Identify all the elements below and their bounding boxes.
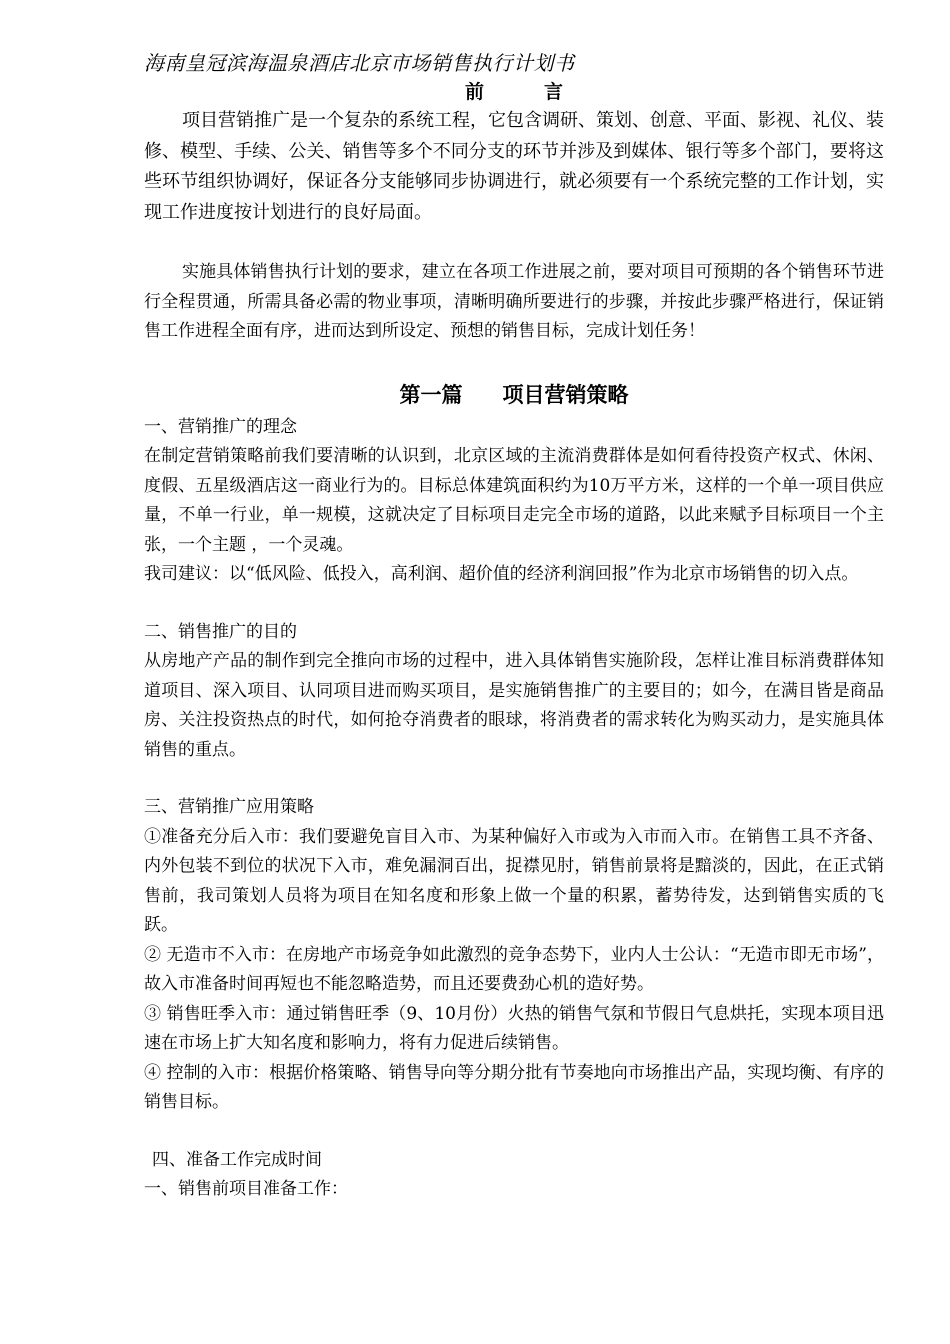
spacer xyxy=(144,228,884,258)
document-page xyxy=(144,48,884,1205)
preface-paragraph-1: 项目营销推广是一个复杂的系统工程，它包含调研、策划、创意、平面、影视、礼仪、装修、模型、手续、公关、销售等多个不同分支的环节并涉及到媒体、银行等多个部门，要将这些环节组织协调好，保证各分支能够同步协调进行，就必须要有一个系统完整的工作计划，实现工作进度按计划进行的良好局面。 xyxy=(144,110,884,223)
strategy-item-2: ② 无造市不入市：在房地产市场竞争如此激烈的竞争态势下，业内人士公认：“无造市即无市场”，故入市准备时间再短也不能忽略造势，而且还要费劲心机的造好势。 xyxy=(144,944,884,994)
part-one-title: 项目营销策略 xyxy=(502,382,629,407)
part-one-label: 第一篇 xyxy=(399,382,463,407)
section-3-title: 三、营销推广应用策略 xyxy=(144,797,314,817)
strategy-item-3: ③ 销售旺季入市：通过销售旺季（9、10月份）火热的销售气氛和节假日气息烘托，实现本项目迅速在市场上扩大知名度和影响力，将有力促进后续销售。 xyxy=(144,1003,884,1053)
spacer xyxy=(144,347,884,377)
section-1-paragraph-2: 我司建议：以“低风险、低投入，高利润、超价值的经济利润回报”作为北京市场销售的切入点。 xyxy=(144,564,859,584)
strategy-item-1: ①准备充分后入市：我们要避免盲目入市、为某种偏好入市或为入市而入市。在销售工具不齐备、内外包装不到位的状况下入市，难免漏洞百出，捉襟见肘，销售前景将是黯淡的，因此，在正式销售前，我司策划人员将为项目在知名度和形象上做一个量的积累，蓄势待发，达到销售实质的飞跃。 xyxy=(144,826,884,935)
spacer xyxy=(144,590,884,618)
spacer xyxy=(144,1118,884,1146)
section-2-title: 二、销售推广的目的 xyxy=(144,621,297,642)
section-1-paragraph-1: 在制定营销策略前我们要清晰的认识到，北京区域的主流消费群体是如何看待投资产权式、休闲、度假、五星级酒店这一商业行为的。目标总体建筑面积约为10万平方米，这样的一个单一项目供应量，不单一行业，单一规模，这就决定了目标项目走完全市场的道路，以此来赋予目标项目一个主张，一个主题 ，一个灵魂。 xyxy=(144,446,884,555)
section-4-title: 四、准备工作完成时间 xyxy=(152,1149,322,1170)
spacer xyxy=(144,765,884,793)
section-2-paragraph-1: 从房地产产品的制作到完全推向市场的过程中，进入具体销售实施阶段，怎样让准目标消费群体知道项目、深入项目、认同项目进而购买项目，是实施销售推广的主要目的；如今，在满目皆是商品房、关注投资热点的时代，如何抢夺消费者的眼球，将消费者的需求转化为购买动力，是实施具体销售的重点。 xyxy=(144,651,884,760)
strategy-item-4: ④ 控制的入市：根据价格策略、销售导向等分期分批有节奏地向市场推出产品，实现均衡、有序的销售目标。 xyxy=(144,1062,884,1112)
part-one-heading xyxy=(144,377,884,413)
section-4-subtitle: 一、销售前项目准备工作： xyxy=(144,1179,348,1199)
preface-paragraph-2: 实施具体销售执行计划的要求，建立在各项工作进展之前，要对项目可预期的各个销售环节进行全程贯通，所需具备必需的物业事项，清晰明确所要进行的步骤，并按此步骤严格进行，保证销售工作进程全面有序，进而达到所设定、预想的销售目标，完成计划任务！ xyxy=(144,262,884,341)
preface-heading: 前言 xyxy=(464,81,623,103)
section-1-title: 一、营销推广的理念 xyxy=(144,416,297,437)
document-title: 海南皇冠滨海温泉酒店北京市场销售执行计划书 xyxy=(144,51,575,75)
